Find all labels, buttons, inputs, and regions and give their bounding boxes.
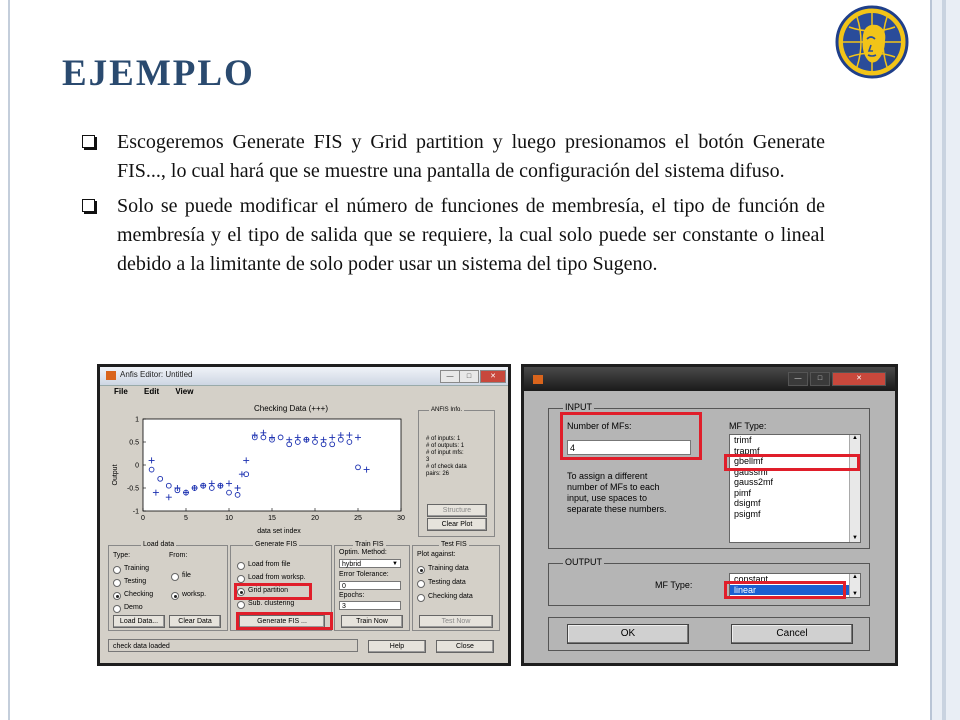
output-heading: OUTPUT (565, 557, 602, 567)
bullet-item (80, 192, 825, 279)
anfis-titlebar (100, 367, 508, 386)
x-tick-label: 0 (141, 515, 145, 522)
radio-training-data-label: Training data (428, 565, 469, 572)
matlab-icon (533, 375, 543, 384)
x-tick-label: 15 (268, 515, 276, 522)
generate-fis-button[interactable]: Generate FIS ... (239, 615, 325, 628)
radio-training[interactable] (113, 566, 121, 574)
bullet-text: Escogeremos Generate FIS y Grid partition y luego presionamos el botón Generate FIS..., lo cual hará que se muestre una pantalla de configuración del sistema difuso. (117, 131, 825, 182)
number-of-mfs-input[interactable]: 4 (567, 440, 691, 455)
scroll-up-icon[interactable]: ▲ (852, 435, 858, 441)
number-of-mfs-label: Number of MFs: (567, 421, 632, 431)
radio-checking-data-label: Checking data (428, 593, 473, 600)
radio-demo[interactable] (113, 605, 121, 613)
radio-testing-data-label: Testing data (428, 579, 466, 586)
test-fis-heading: Test FIS (441, 541, 467, 548)
radio-load-from-file-label: Load from file (248, 561, 291, 568)
scroll-down-icon[interactable]: ▼ (852, 591, 858, 597)
list-item[interactable]: psigmf (734, 508, 761, 519)
y-tick-label: 0.5 (129, 439, 139, 447)
anfis-window-title: Anfis Editor: Untitled (120, 370, 193, 379)
list-item[interactable]: gauss2mf (734, 477, 774, 487)
train-fis-heading: Train FIS (355, 541, 384, 548)
menu-file[interactable]: File (114, 387, 128, 396)
highlight-gbellmf (724, 454, 860, 471)
cancel-button[interactable]: Cancel (731, 624, 853, 644)
y-tick-label: -0.5 (126, 485, 139, 493)
radio-grid-partition-label: Grid partition (248, 587, 289, 594)
menu-bar (100, 387, 193, 399)
status-bar: check data loaded (108, 639, 358, 652)
menu-view[interactable]: View (175, 387, 194, 396)
checkbox-bullet-icon (82, 199, 95, 212)
anfis-editor-window (97, 364, 511, 666)
list-item[interactable]: trapmf (734, 445, 760, 456)
chart-title: Checking Data (+++) (253, 404, 329, 413)
list-item[interactable]: pimf (734, 487, 752, 498)
radio-file[interactable] (171, 573, 179, 581)
radio-checking[interactable] (113, 592, 121, 600)
plot-area (143, 419, 401, 511)
slide-title: EJEMPLO (62, 53, 255, 94)
menu-edit[interactable]: Edit (144, 387, 160, 396)
radio-sub-clustering-label: Sub. clustering (248, 600, 295, 607)
generate-fis-heading: Generate FIS (255, 541, 298, 548)
maximize-icon[interactable]: □ (810, 372, 830, 386)
university-seal-icon (835, 5, 909, 79)
clear-plot-button[interactable]: Clear Plot (427, 518, 487, 531)
output-mf-type-label: MF Type: (655, 580, 693, 590)
list-scrollbar[interactable] (849, 574, 860, 597)
dialog-buttons-panel (548, 617, 870, 651)
test-now-button[interactable]: Test Now (419, 615, 493, 628)
bullet-item (80, 128, 825, 186)
anfis-info-text: # of inputs: 1 # of outputs: 1 # of input mfs: 3 # of check data pairs: 26 (426, 436, 467, 477)
scroll-down-icon[interactable]: ▼ (852, 535, 858, 541)
highlight-grid-partition (234, 583, 312, 600)
optim-method-select[interactable] (339, 559, 401, 568)
train-fis-panel (334, 541, 410, 631)
load-data-heading: Load data (143, 541, 175, 548)
list-item[interactable]: dsigmf (734, 498, 761, 508)
radio-load-from-worksp[interactable] (237, 575, 245, 583)
error-tolerance-input[interactable]: 0 (339, 581, 401, 590)
radio-checking-label: Checking (124, 591, 154, 598)
x-tick-label: 20 (311, 515, 319, 522)
clear-data-button[interactable]: Clear Data (169, 615, 221, 628)
input-heading: INPUT (565, 402, 592, 412)
x-tick-label: 5 (184, 515, 188, 522)
bullet-list (80, 128, 825, 285)
radio-file-label: file (182, 572, 191, 579)
load-data-button[interactable]: Load Data... (113, 615, 165, 628)
radio-testing[interactable] (113, 579, 121, 587)
from-label: From: (169, 552, 188, 559)
structure-button[interactable]: Structure (427, 504, 487, 517)
maximize-icon[interactable]: □ (459, 370, 479, 383)
highlight-number-of-mfs (560, 412, 702, 460)
radio-load-from-file[interactable] (237, 562, 245, 570)
radio-testing-label: Testing (124, 578, 147, 585)
x-tick-label: 30 (397, 515, 405, 522)
x-axis-label: data set index (257, 528, 301, 535)
test-fis-panel (412, 541, 500, 631)
radio-worksp-label: worksp. (182, 591, 207, 598)
anfis-info-panel (418, 407, 495, 537)
matlab-icon (106, 371, 116, 380)
radio-training-label: Training (124, 565, 150, 572)
anfis-info-heading: ANFIS Info. (431, 407, 463, 413)
plot-against-label: Plot against: (417, 551, 456, 558)
y-tick-label: 0 (135, 462, 139, 470)
x-tick-label: 25 (354, 515, 362, 522)
scroll-up-icon[interactable]: ▲ (852, 574, 858, 580)
highlight-linear (724, 581, 846, 599)
list-item[interactable]: constant (734, 574, 769, 584)
type-label: Type: (113, 552, 131, 559)
bullet-text: Solo se puede modificar el número de funciones de membresía, el tipo de función de membresía y el tipo de salida que se requiere, la cual solo puede ser constante o lineal debido a la limitante de solo poder usar un sistema del tipo Sugeno. (117, 195, 825, 275)
radio-testing-data[interactable] (417, 580, 425, 588)
input-mf-type-list[interactable] (729, 434, 861, 543)
ok-button[interactable]: OK (567, 624, 689, 644)
slide-left-border (8, 0, 10, 720)
radio-sub-clustering[interactable] (237, 601, 245, 609)
close-icon[interactable]: ✕ (480, 370, 506, 383)
help-button[interactable]: Help (368, 640, 426, 653)
load-data-panel (108, 541, 228, 631)
slide-right-border (930, 0, 960, 720)
optim-method-value: hybrid (342, 561, 362, 568)
checkbox-bullet-icon (82, 135, 95, 148)
minimize-icon[interactable]: — (788, 372, 808, 386)
highlight-generate-fis (236, 612, 333, 630)
list-item-selected[interactable]: linear (730, 585, 860, 596)
radio-worksp[interactable] (171, 592, 179, 600)
close-icon[interactable]: ✕ (832, 372, 886, 386)
list-item[interactable]: gbellmf (734, 456, 764, 466)
mf-config-dialog (521, 364, 898, 666)
train-now-button[interactable]: Train Now (341, 615, 403, 628)
dropdown-arrow-icon: ▼ (392, 561, 398, 567)
list-item[interactable]: gaussmf (734, 466, 769, 477)
y-tick-label: 1 (135, 416, 139, 424)
radio-demo-label: Demo (124, 604, 143, 611)
x-tick-label: 10 (225, 515, 233, 522)
y-axis-label: Output (112, 464, 119, 486)
mf-dialog-titlebar (524, 367, 895, 391)
y-tick-label: -1 (132, 508, 139, 516)
list-item[interactable]: trimf (734, 435, 752, 445)
mf-help-text: To assign a different number of MFs to each input, use spaces to separate these numbers. (567, 471, 667, 514)
error-tolerance-label: Error Tolerance: (339, 571, 389, 578)
radio-training-data[interactable] (417, 566, 425, 574)
close-button[interactable]: Close (436, 640, 494, 653)
radio-load-from-worksp-label: Load from worksp. (248, 574, 306, 581)
input-mf-type-label: MF Type: (729, 421, 767, 431)
epochs-input[interactable]: 3 (339, 601, 401, 610)
list-scrollbar[interactable] (849, 435, 860, 542)
radio-checking-data[interactable] (417, 594, 425, 602)
epochs-label: Epochs: (339, 592, 365, 599)
minimize-icon[interactable]: — (440, 370, 460, 383)
optim-method-label: Optim. Method: (339, 549, 387, 556)
